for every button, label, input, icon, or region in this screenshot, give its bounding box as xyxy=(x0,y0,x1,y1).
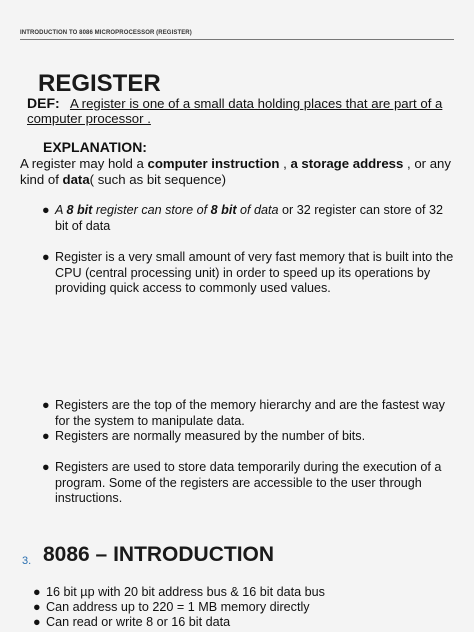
explanation-text-4: ( such as bit sequence) xyxy=(89,171,227,187)
list-item xyxy=(42,250,455,297)
section-title: 8086 – INTRODUCTION xyxy=(43,543,275,566)
explanation-heading: EXPLANATION: xyxy=(43,139,147,155)
bullet-text: Registers are the top of the memory hierarchy and are the fastest way for the system to manipulate data. xyxy=(55,398,445,428)
list-item xyxy=(33,615,466,631)
page-header: INTRODUCTION TO 8086 MICROPROCESSOR (REGISTER) xyxy=(20,30,454,40)
explanation-paragraph xyxy=(20,156,460,187)
bullet-text: Registers are used to store data temporarily during the execution of a program. Some of the registers are accessible to the user through instructions. xyxy=(55,460,442,505)
explanation-text-3: , or any kind of xyxy=(20,156,451,187)
bullet-icon: ● xyxy=(42,250,50,264)
bullet-icon: ● xyxy=(42,398,50,412)
bullet-icon: ● xyxy=(42,429,50,443)
page-title: REGISTER xyxy=(38,70,161,97)
bullet-bold: 8 bit xyxy=(66,203,93,217)
list-item xyxy=(42,398,455,429)
bullet-icon: ● xyxy=(33,615,41,629)
bullet-icon: ● xyxy=(42,203,50,217)
list-item-text: 16 bit µp with 20 bit address bus & 16 bit data bus xyxy=(46,585,325,599)
bullet-text: or 32 register can store of 32 bit of data xyxy=(55,203,444,233)
bullet-text: register can store of xyxy=(92,203,211,217)
definition xyxy=(27,96,457,126)
bullet-bold: 8 bit xyxy=(210,203,237,217)
bullet-text: A xyxy=(55,203,67,217)
definition-text: A register is one of a small data holding places that are part of a computer processor . xyxy=(27,96,443,126)
list-item xyxy=(42,460,455,507)
bullet-icon: ● xyxy=(33,585,41,599)
explanation-bold-3: data xyxy=(62,171,90,187)
bullet-text: of data xyxy=(236,203,279,217)
definition-label: DEF: xyxy=(27,95,60,111)
section-number: 3. xyxy=(22,555,32,567)
explanation-text-1: A register may hold a xyxy=(20,156,148,171)
explanation-bold-2: a storage address xyxy=(290,156,404,171)
bullet-text: Register is a very small amount of very fast memory that is built into the CPU (central processing unit) in order to speed up its operations by providing quick access to commonly used values. xyxy=(55,250,454,295)
list-item xyxy=(42,429,455,445)
explanation-text-2: , xyxy=(279,156,291,171)
bullet-icon: ● xyxy=(33,600,41,614)
bullet-text: Registers are normally measured by the number of bits. xyxy=(55,429,366,443)
list-item xyxy=(42,203,455,234)
explanation-bold-1: computer instruction xyxy=(147,156,280,171)
list-item-text: Can read or write 8 or 16 bit data xyxy=(46,615,231,629)
list-item xyxy=(33,585,466,601)
list-item xyxy=(33,600,466,616)
bullet-icon: ● xyxy=(42,460,50,474)
list-item-text: Can address up to 220 = 1 MB memory directly xyxy=(46,600,310,614)
